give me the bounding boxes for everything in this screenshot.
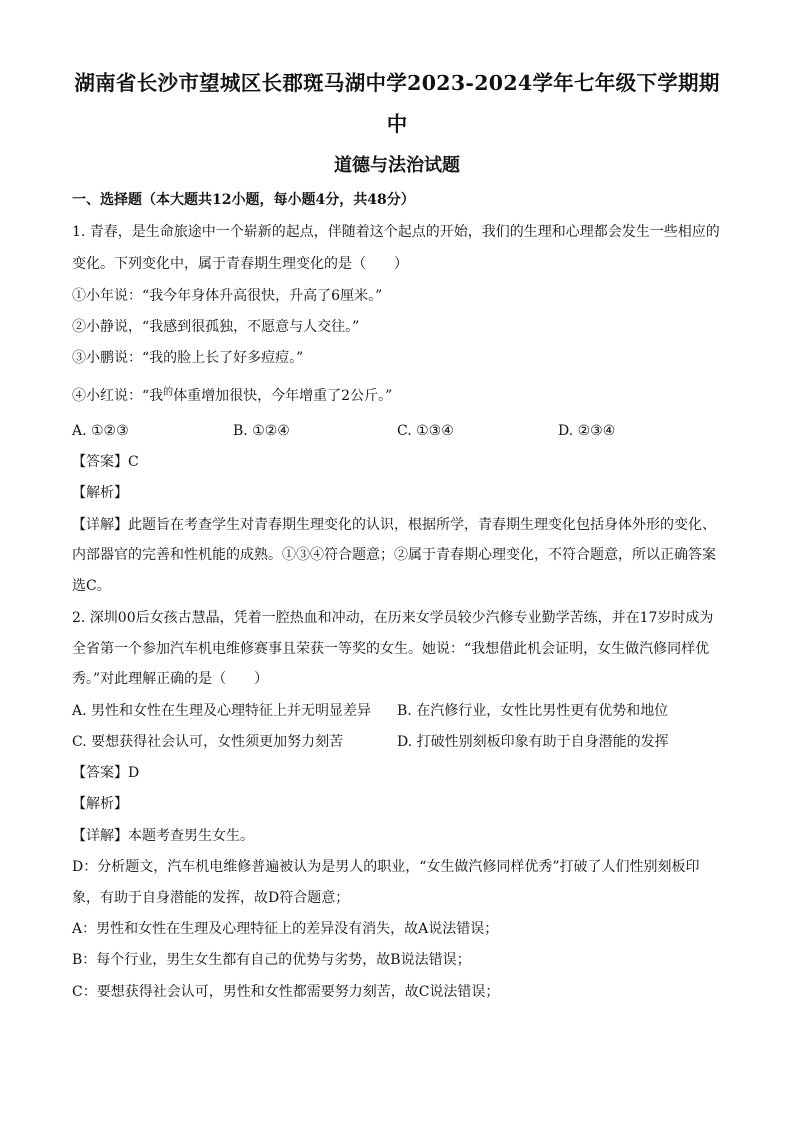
q1-statement-4-pre: ④小红说：“我 <box>72 388 164 404</box>
q1-analysis-label: 【解析】 <box>72 485 128 501</box>
q2-option-a: A. 男性和女性在生理及心理特征上并无明显差异 <box>72 703 372 719</box>
q1-statement-4 <box>72 386 392 408</box>
q1-stem-line2: 变化。下列变化中，属于青春期生理变化的是（ ） <box>72 256 408 272</box>
q1-statement-3: ③小鹏说：“我的脸上长了好多痘痘。” <box>72 350 304 366</box>
q1-detail-line2: 内部器官的完善和性机能的成熟。①③④符合题意；②属于青春期心理变化，不符合题意，所以正确答案 <box>72 547 716 563</box>
q1-detail-line1: 【详解】此题旨在考查学生对青春期生理变化的认识，根据所学，青春期生理变化包括身体外形的变化、 <box>72 517 716 533</box>
q2-analysis-label: 【解析】 <box>72 796 128 812</box>
q2-d-explanation-line2: 象，有助于自身潜能的发挥，故D符合题意； <box>72 890 350 906</box>
q1-option-c: C. ①③④ <box>397 423 454 439</box>
q1-statement-1: ①小年说：“我今年身体升高很快，升高了6厘米。” <box>72 288 383 304</box>
q2-option-c: C. 要想获得社会认可，女性须更加努力刻苦 <box>72 734 344 750</box>
q1-detail-line3: 选C。 <box>72 578 111 594</box>
q1-stem-line1: 1. 青春，是生命旅途中一个崭新的起点，伴随着这个起点的开始，我们的生理和心理都会发生一些相应的 <box>72 224 720 240</box>
q2-d-explanation-line1: D：分析题文，汽车机电维修普遍被认为是男人的职业，“女生做汽修同样优秀”打破了人们性别刻板印 <box>72 859 700 875</box>
q2-stem-line2: 全省第一个参加汽车机电维修赛事且荣获一等奖的女生。她说：“我想借此机会证明，女生做汽修同样优 <box>72 641 710 657</box>
section-heading: 一、选择题（本大题共12小题，每小题4分，共48分） <box>72 192 415 208</box>
q2-detail-line1: 【详解】本题考查男生女生。 <box>72 828 254 844</box>
q2-a-explanation: A：男性和女性在生理及心理特征上的差异没有消失，故A说法错误； <box>72 921 499 937</box>
q1-statement-2: ②小静说，“我感到很孤独，不愿意与人交往。” <box>72 319 360 335</box>
q1-option-a: A. ①②③ <box>72 423 129 439</box>
q2-option-b: B. 在汽修行业，女性比男性更有优势和地位 <box>397 703 669 719</box>
q2-stem-line1: 2. 深圳00后女孩古慧晶，凭着一腔热血和冲动，在历来女学员较少汽修专业勤学苦练，并在17岁时成为 <box>72 610 714 626</box>
q1-statement-4-post: 体重增加很快，今年增重了2公斤。” <box>173 388 393 404</box>
exam-title-line2: 中 <box>386 112 408 136</box>
q1-option-d: D. ②③④ <box>558 423 616 439</box>
q2-stem-line3: 秀。”对此理解正确的是（ ） <box>72 671 269 687</box>
q2-b-explanation: B：每个行业，男生女生都有自己的优势与劣势，故B说法错误； <box>72 952 471 968</box>
q1-answer: 【答案】C <box>72 454 139 470</box>
q2-c-explanation: C：要想获得社会认可，男性和女性都需要努力刻苦，故C说法错误； <box>72 984 500 1000</box>
subject-title: 道德与法治试题 <box>334 155 460 176</box>
q2-option-d: D. 打破性别刻板印象有助于自身潜能的发挥 <box>397 734 669 750</box>
q2-answer: 【答案】D <box>72 765 140 781</box>
q1-option-b: B. ①②④ <box>233 423 290 439</box>
exam-title-line1: 湖南省长沙市望城区长郡斑马湖中学2023-2024学年七年级下学期期 <box>74 71 720 95</box>
q1-statement-4-de: 的 <box>163 387 174 398</box>
